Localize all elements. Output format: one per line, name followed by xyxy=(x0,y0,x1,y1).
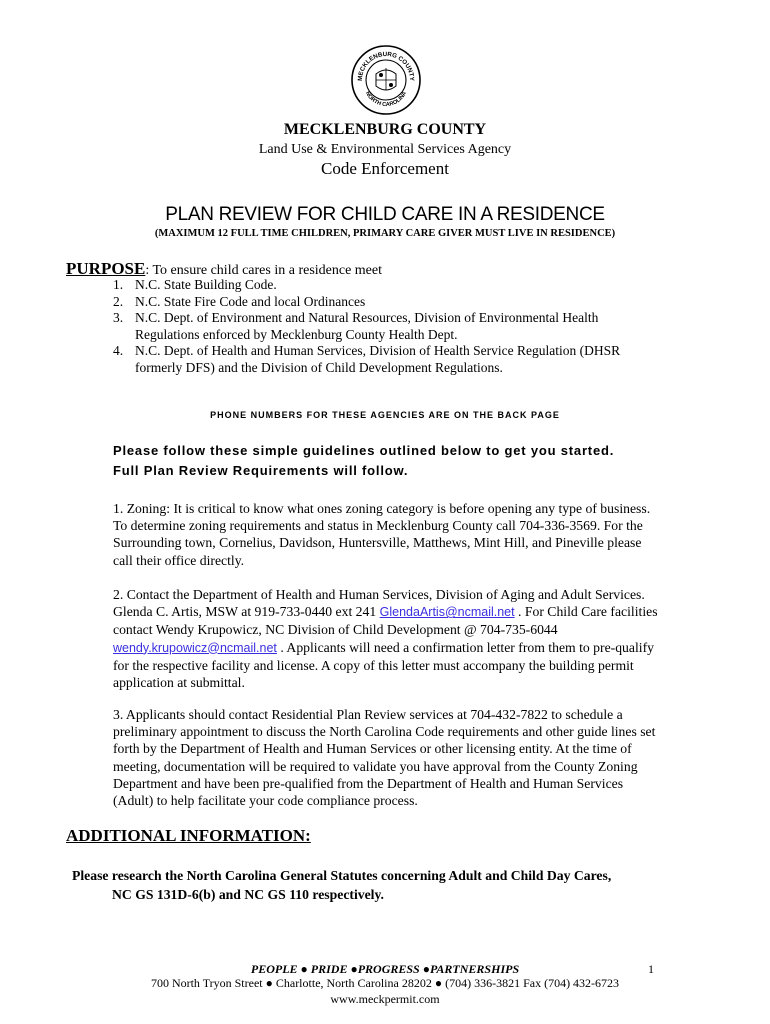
guidelines-intro: Please follow these simple guidelines outlined below to get you started. Full Plan Review Requirements will follow. xyxy=(113,443,615,478)
list-text: N.C. Dept. of Health and Human Services, Division of Health Service Regulation (DHSR formerly DFS) and the Division of Child Development Regulations. xyxy=(135,343,621,375)
county-name: MECKLENBURG COUNTY xyxy=(283,121,487,138)
additional-line-1: Please research the North Carolina General Statutes concerning Adult and Child Day Cares, xyxy=(72,868,612,883)
step-plan-review: 3. Applicants should contact Residential Plan Review services at 704-432-7822 to schedule a preliminary appointment to discuss the North Carolina Code requirements and other guide lines set forth by the Department of Health and Human Services or other licensing entity. At the time of meeting, documentation will be required to validate you have approval from the County Zoning Department and have been pre-qualified from the Department of Health and Human Services (Adult) to help facilitate your code compliance process. xyxy=(113,707,656,809)
svg-text:NORTH CAROLINA: NORTH CAROLINA xyxy=(363,90,409,109)
list-number: 4. xyxy=(113,343,124,359)
page-subtitle: (MAXIMUM 12 FULL TIME CHILDREN, PRIMARY CARE GIVER MUST LIVE IN RESIDENCE) xyxy=(154,228,616,239)
purpose-list xyxy=(113,277,653,377)
division-name: Code Enforcement xyxy=(321,159,449,178)
list-number: 1. xyxy=(113,277,124,292)
step-zoning: 1. Zoning: It is critical to know what ones zoning category is before opening any type of business. To determine zoning requirements and status in Mecklenburg County call 704-336-3569. For the Surrounding town, Cornelius, Davidson, Huntersville, Matthews, Mint Hill, and Pineville please call their office directly. xyxy=(113,501,651,568)
list-item xyxy=(113,310,653,343)
list-item xyxy=(113,294,653,311)
additional-text xyxy=(72,866,672,904)
list-text: N.C. Dept. of Environment and Natural Resources, Division of Environmental Health Regulations enforced by Mecklenburg County Health Dept. xyxy=(135,310,599,342)
additional-heading: ADDITIONAL INFORMATION: xyxy=(66,826,311,845)
county-seal-icon xyxy=(350,44,422,116)
step2-text-1: 2. Contact the Department of Health and Human Services, Division of Aging and Adult Services. Glenda C. Artis, MSW at 919-733-0440 ext 241 xyxy=(113,587,645,620)
list-number: 3. xyxy=(113,310,124,326)
list-item xyxy=(113,277,653,294)
email-link-wendy[interactable]: wendy.krupowicz@ncmail.net xyxy=(113,640,277,655)
step2-text-2: . For Child Care facilities contact Wendy Krupowicz, NC Division of Child Development @ 704-735-6044 xyxy=(113,604,658,638)
page-number: 1 xyxy=(648,962,654,976)
list-number: 2. xyxy=(113,293,124,309)
footer-website[interactable]: www.meckpermit.com xyxy=(330,992,440,1006)
page-title: PLAN REVIEW FOR CHILD CARE IN A RESIDENCE xyxy=(165,204,605,225)
list-text: N.C. State Fire Code and local Ordinances xyxy=(135,293,366,309)
step-contact-dhhs xyxy=(113,586,658,691)
footer-address: 700 North Tryon Street ● Charlotte, North Carolina 28202 ● (704) 336-3821 Fax (704) 432-6723 xyxy=(150,976,620,990)
step2-text-3: . Applicants will need a confirmation letter from them to pre-qualify for the respective facility and license. A copy of this letter must accompany the building permit application at submittal. xyxy=(113,639,654,691)
purpose-label: PURPOSE xyxy=(66,259,146,278)
purpose-text: : To ensure child cares in a residence meet xyxy=(145,263,383,278)
email-link-glenda[interactable]: GlendaArtis@ncmail.net xyxy=(379,605,515,620)
agency-name: Land Use & Environmental Services Agency xyxy=(258,142,512,157)
phones-note: PHONE NUMBERS FOR THESE AGENCIES ARE ON THE BACK PAGE xyxy=(210,410,560,420)
svg-text:MECKLENBURG COUNTY: MECKLENBURG COUNTY xyxy=(356,50,416,82)
list-text: N.C. State Building Code. xyxy=(135,277,277,292)
list-item xyxy=(113,343,653,376)
additional-line-2: NC GS 131D-6(b) and NC GS 110 respectively. xyxy=(112,887,384,902)
county-seal xyxy=(350,44,422,116)
footer-motto: PEOPLE ● PRIDE ●PROGRESS ●PARTNERSHIPS xyxy=(250,962,520,976)
purpose-line xyxy=(66,259,382,279)
